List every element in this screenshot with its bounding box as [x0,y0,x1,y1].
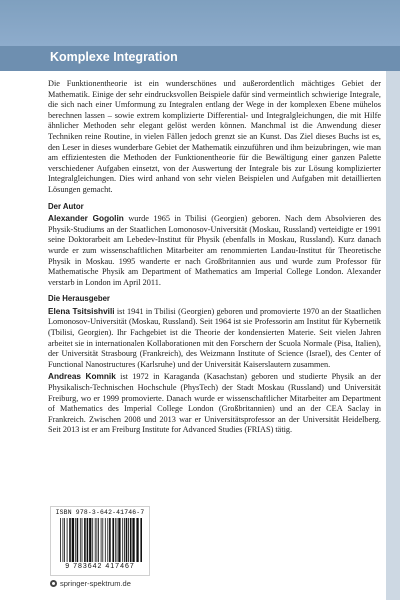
editor-paragraph-2 [48,372,381,436]
isbn-label: ISBN 978-3-642-41746-7 [55,509,145,516]
author-heading: Der Autor [48,201,84,211]
editor-name: Elena Tsitsishvili [48,306,115,316]
isbn-barcode [50,506,150,576]
author-paragraph [48,214,381,288]
book-title: Komplexe Integration [50,50,178,64]
blurb-content [48,79,381,438]
publisher-link[interactable] [50,579,131,588]
editors-heading: Die Herausgeber [48,294,110,304]
intro-paragraph: Die Funktionentheorie ist ein wunderschönes und außerordentlich mächtiges Gebiet der Mathematik. Einige der sehr eindrucksvollen Beispiele dafür sind vermeintlich schwierige Integrale, die sich nach einer Umformung zu Integralen entlang der Wege in der komplexen Ebene mühelos berechnen lassen – sowie extrem komplizierte Differential- und Integralgleichungen, die mit Hilfe ähnlicher Methoden sehr elegant gelöst werden können. Manchmal ist die Anwendung dieser Techniken reine Routine, in vielen Fällen jedoch grenzt sie an Kunst. Das Ziel dieses Buchs ist es, den Leser in dieses wunderbare Gebiet der Mathematik einzuführen und ihm beizubringen, wie man am effizientesten die Methoden der Funktionentheorie für die Bewältigung einer ganzen Palette verschiedener Aufgaben einsetzt, von der Auswertung der Integrale bis zur Lösung komplizierter Integralgleichungen. Dies wird anhand von sehr vielen Beispielen und Aufgaben mit detaillierten Lösungen gemacht. [48,79,381,194]
author-name: Alexander Gogolin [48,214,124,224]
barcode-bars [59,518,143,562]
editor-bio: ist 1972 in Karaganda (Kasachstan) geboren und studierte Physik an der Physikalisch-Technischen Hochschule (PhysTech) der Stadt Moskau (Russland) und Universität Freiburg, wo er 1999 promovierte. Danach wurde er wissenschaftlicher Mitarbeiter am Department of Mathematics des Imperial College London (Großbritannien) und an der CEA Saclay in Frankreich. Zwischen 2008 und 2013 war er Universitätsprofessor an der Universität Heidelberg. Seit 2013 ist er am Freiburg Institute for Advanced Studies (FRIAS) tätig. [48,372,382,435]
springer-logo-icon [50,580,57,587]
top-color-band [0,0,400,46]
editor-name: Andreas Komnik [48,372,116,382]
publisher-url: springer-spektrum.de [60,579,131,588]
ean-digits: 9 783642 417467 [65,563,135,570]
editor-bio: ist 1941 in Tbilisi (Georgien) geboren und promovierte 1970 an der Staatlichen Lomonosov-Universität (Moskau, Russland). Seit 1964 ist sie Professorin am Institut für Kybernetik (Tbilisi, Georgien). Ihr Fachgebiet ist die Theorie der kondensierten Materie. Seit vielen Jahren arbeitet sie in internationalen Kollaborationen mit den Forschern der Scuola Normale (Pisa, Italien), der Universität Strasbourg (Frankreich), des Weizmann Institute of Science (Israel), des Center of Functional Nanostructures (Karlsruhe) und der Universität Kaiserslautern zusammen. [48,306,381,369]
right-edge-strip [386,71,400,600]
author-bio: wurde 1965 in Tbilisi (Georgien) geboren. Nach dem Absolvieren des Physik-Studiums an der Staatlichen Lomonosov-Universität (Moskau, Russland) verteidigte er 1991 seine Doktorarbeit am Lebedev-Institut für Physik (ebenfalls in Moskau, Russland). Kurz danach wurde er zum wissenschaftlichen Mitarbeiter am renommierten Landau-Institut für Theoretische Physik in Moskau. 1995 wanderte er nach Großbritannien aus und wurde zum Professor für Mathematische Physik am Department of Mathematics am Imperial College London. Alexander verstarb in London im April 2011. [48,214,381,287]
editor-paragraph-1 [48,307,381,371]
